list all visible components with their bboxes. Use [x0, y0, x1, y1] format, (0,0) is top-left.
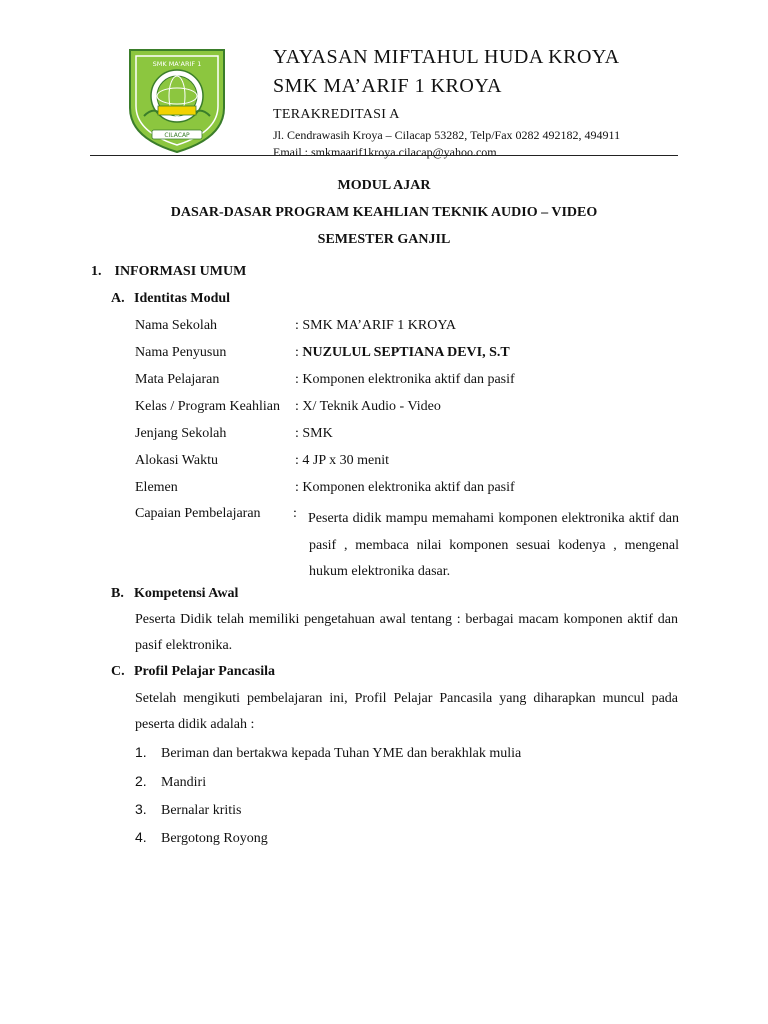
- letterhead-divider: [90, 155, 678, 156]
- identity-label: Nama Sekolah: [135, 318, 218, 333]
- letterhead: [273, 44, 693, 160]
- foundation-name: YAYASAN MIFTAHUL HUDA KROYA: [273, 46, 620, 68]
- list-item-text: Mandiri: [161, 775, 207, 790]
- author-name: NUZULUL SEPTIANA DEVI, S.T: [302, 345, 510, 360]
- list-item: [135, 773, 206, 793]
- section-1-heading: [91, 264, 246, 280]
- list-item: [135, 801, 241, 821]
- capaian-text: Peserta didik mampu memahami komponen elektronika aktif dan pasif , membaca nilai komponen sesuai kodenya , mengenal hukum elektronika dasar.: [308, 511, 679, 579]
- list-item: [135, 829, 268, 849]
- section-a-title: Identitas Modul: [134, 291, 231, 306]
- capaian-colon: :: [293, 506, 297, 521]
- school-name: SMK MA’ARIF 1 KROYA: [273, 75, 502, 97]
- identity-value: : SMK: [295, 426, 333, 441]
- list-item-text: Bergotong Royong: [161, 831, 268, 846]
- identity-label: Mata Pelajaran: [135, 372, 220, 387]
- identity-label: Kelas / Program Keahlian: [135, 399, 281, 414]
- section-1-number: 1.: [91, 264, 102, 279]
- kompetensi-awal-text: Peserta Didik telah memiliki pengetahuan awal tentang : berbagai macam komponen aktif dan pasif elektronika.: [135, 612, 678, 653]
- address: Jl. Cendrawasih Kroya – Cilacap 53282, Telp/Fax 0282 492182, 494911: [273, 128, 621, 142]
- section-c-heading: [111, 664, 275, 680]
- identity-value: : Komponen elektronika aktif dan pasif: [295, 372, 515, 387]
- title-program: DASAR-DASAR PROGRAM KEAHLIAN TEKNIK AUDIO – VIDEO: [170, 205, 598, 220]
- section-a-heading: [111, 291, 230, 307]
- list-item-text: Bernalar kritis: [161, 803, 242, 818]
- list-item-number: 1.: [135, 744, 147, 760]
- document-title-block: [90, 172, 678, 253]
- identity-label: Alokasi Waktu: [135, 453, 218, 468]
- list-item-number: 2.: [135, 773, 147, 789]
- identity-row: [135, 345, 680, 365]
- identity-value: : Komponen elektronika aktif dan pasif: [295, 480, 515, 495]
- accreditation: TERAKREDITASI A: [273, 107, 400, 122]
- section-1-title: INFORMASI UMUM: [114, 264, 247, 279]
- section-a-letter: A.: [111, 291, 125, 306]
- identity-row: [135, 399, 680, 419]
- identity-row: [135, 318, 680, 338]
- identity-row: [135, 480, 680, 500]
- email-line: Email : smkmaarif1kroya.cilacap@yahoo.com: [273, 145, 497, 159]
- identity-value: : 4 JP x 30 menit: [295, 453, 389, 468]
- identity-label: Nama Penyusun: [135, 345, 227, 360]
- school-logo: [122, 46, 232, 154]
- list-item-number: 4.: [135, 829, 147, 845]
- section-b-heading: [111, 586, 238, 602]
- logo-top-text: SMK MA'ARIF 1: [152, 60, 202, 68]
- section-c-letter: C.: [111, 664, 125, 679]
- list-item-number: 3.: [135, 801, 147, 817]
- identity-value: : X/ Teknik Audio - Video: [295, 399, 441, 414]
- list-item: [135, 744, 521, 764]
- title-semester: SEMESTER GANJIL: [317, 232, 451, 247]
- section-b-title: Kompetensi Awal: [134, 586, 239, 601]
- capaian-label: Capaian Pembelajaran: [135, 506, 261, 521]
- list-item-text: Beriman dan bertakwa kepada Tuhan YME dan berakhlak mulia: [161, 746, 522, 761]
- identity-value: [295, 345, 510, 361]
- identity-row: [135, 372, 680, 392]
- identity-row: [135, 453, 680, 473]
- title-modul-ajar: MODUL AJAR: [337, 178, 431, 193]
- identity-label: Elemen: [135, 480, 178, 495]
- profil-intro-text: Setelah mengikuti pembelajaran ini, Profil Pelajar Pancasila yang diharapkan muncul pada peserta didik adalah :: [135, 691, 678, 732]
- identity-value-prefix: :: [295, 345, 303, 360]
- identity-value: : SMK MA’ARIF 1 KROYA: [295, 318, 457, 333]
- section-c-title: Profil Pelajar Pancasila: [134, 664, 276, 679]
- logo-bottom-text: CILACAP: [164, 132, 190, 139]
- section-b-letter: B.: [111, 586, 124, 601]
- identity-row: [135, 426, 680, 446]
- identity-label: Jenjang Sekolah: [135, 426, 227, 441]
